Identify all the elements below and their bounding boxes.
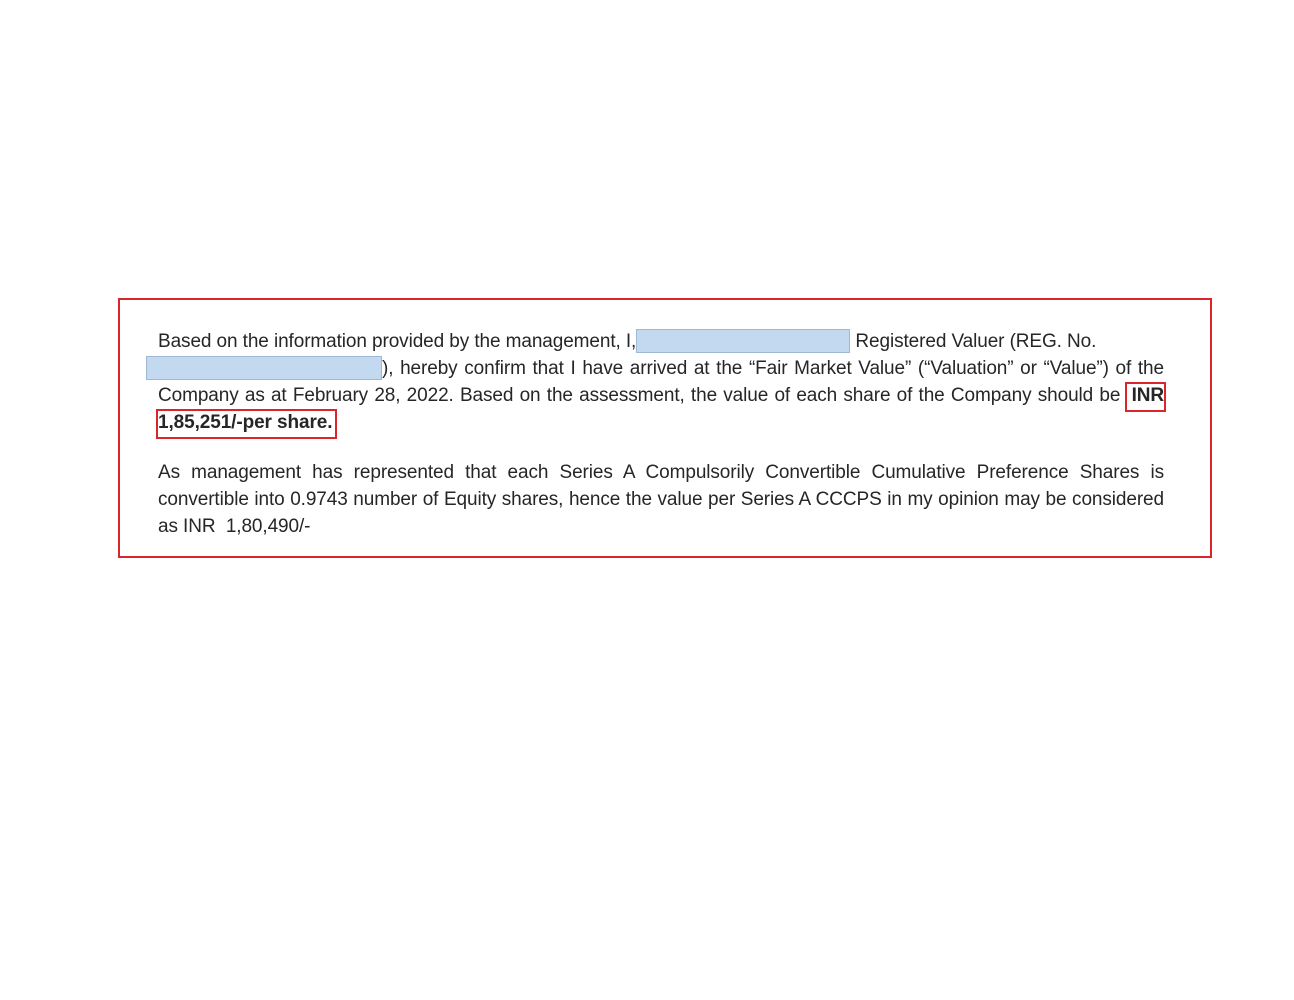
redacted-valuer-name bbox=[636, 329, 850, 353]
conversion-paragraph: As management has represented that each Series A Compulsorily Convertible Cumulative Preference Shares is convertible into 0.9743 number of Equity shares, hence the value per Series A CCCPS in my opinion may be considered as INR 1,80,490/- bbox=[158, 462, 1164, 537]
paragraph-text-confirmation: ), hereby confirm that I have arrived at the “Fair Market Value” (“Valuation” or “Value”) of the Company as at February 28, 2022. Based on the assessment, the value of each share of the Company should be bbox=[158, 358, 1164, 406]
paragraph-text-registered-valuer: Registered Valuer (REG. No. bbox=[850, 331, 1097, 352]
valuation-paragraph bbox=[158, 328, 1164, 436]
value-per-share-highlight: INR 1,85,251/-per share. bbox=[158, 384, 1164, 437]
redacted-registration-number bbox=[146, 356, 382, 380]
paragraph-text-intro: Based on the information provided by the management, I, bbox=[158, 331, 637, 352]
